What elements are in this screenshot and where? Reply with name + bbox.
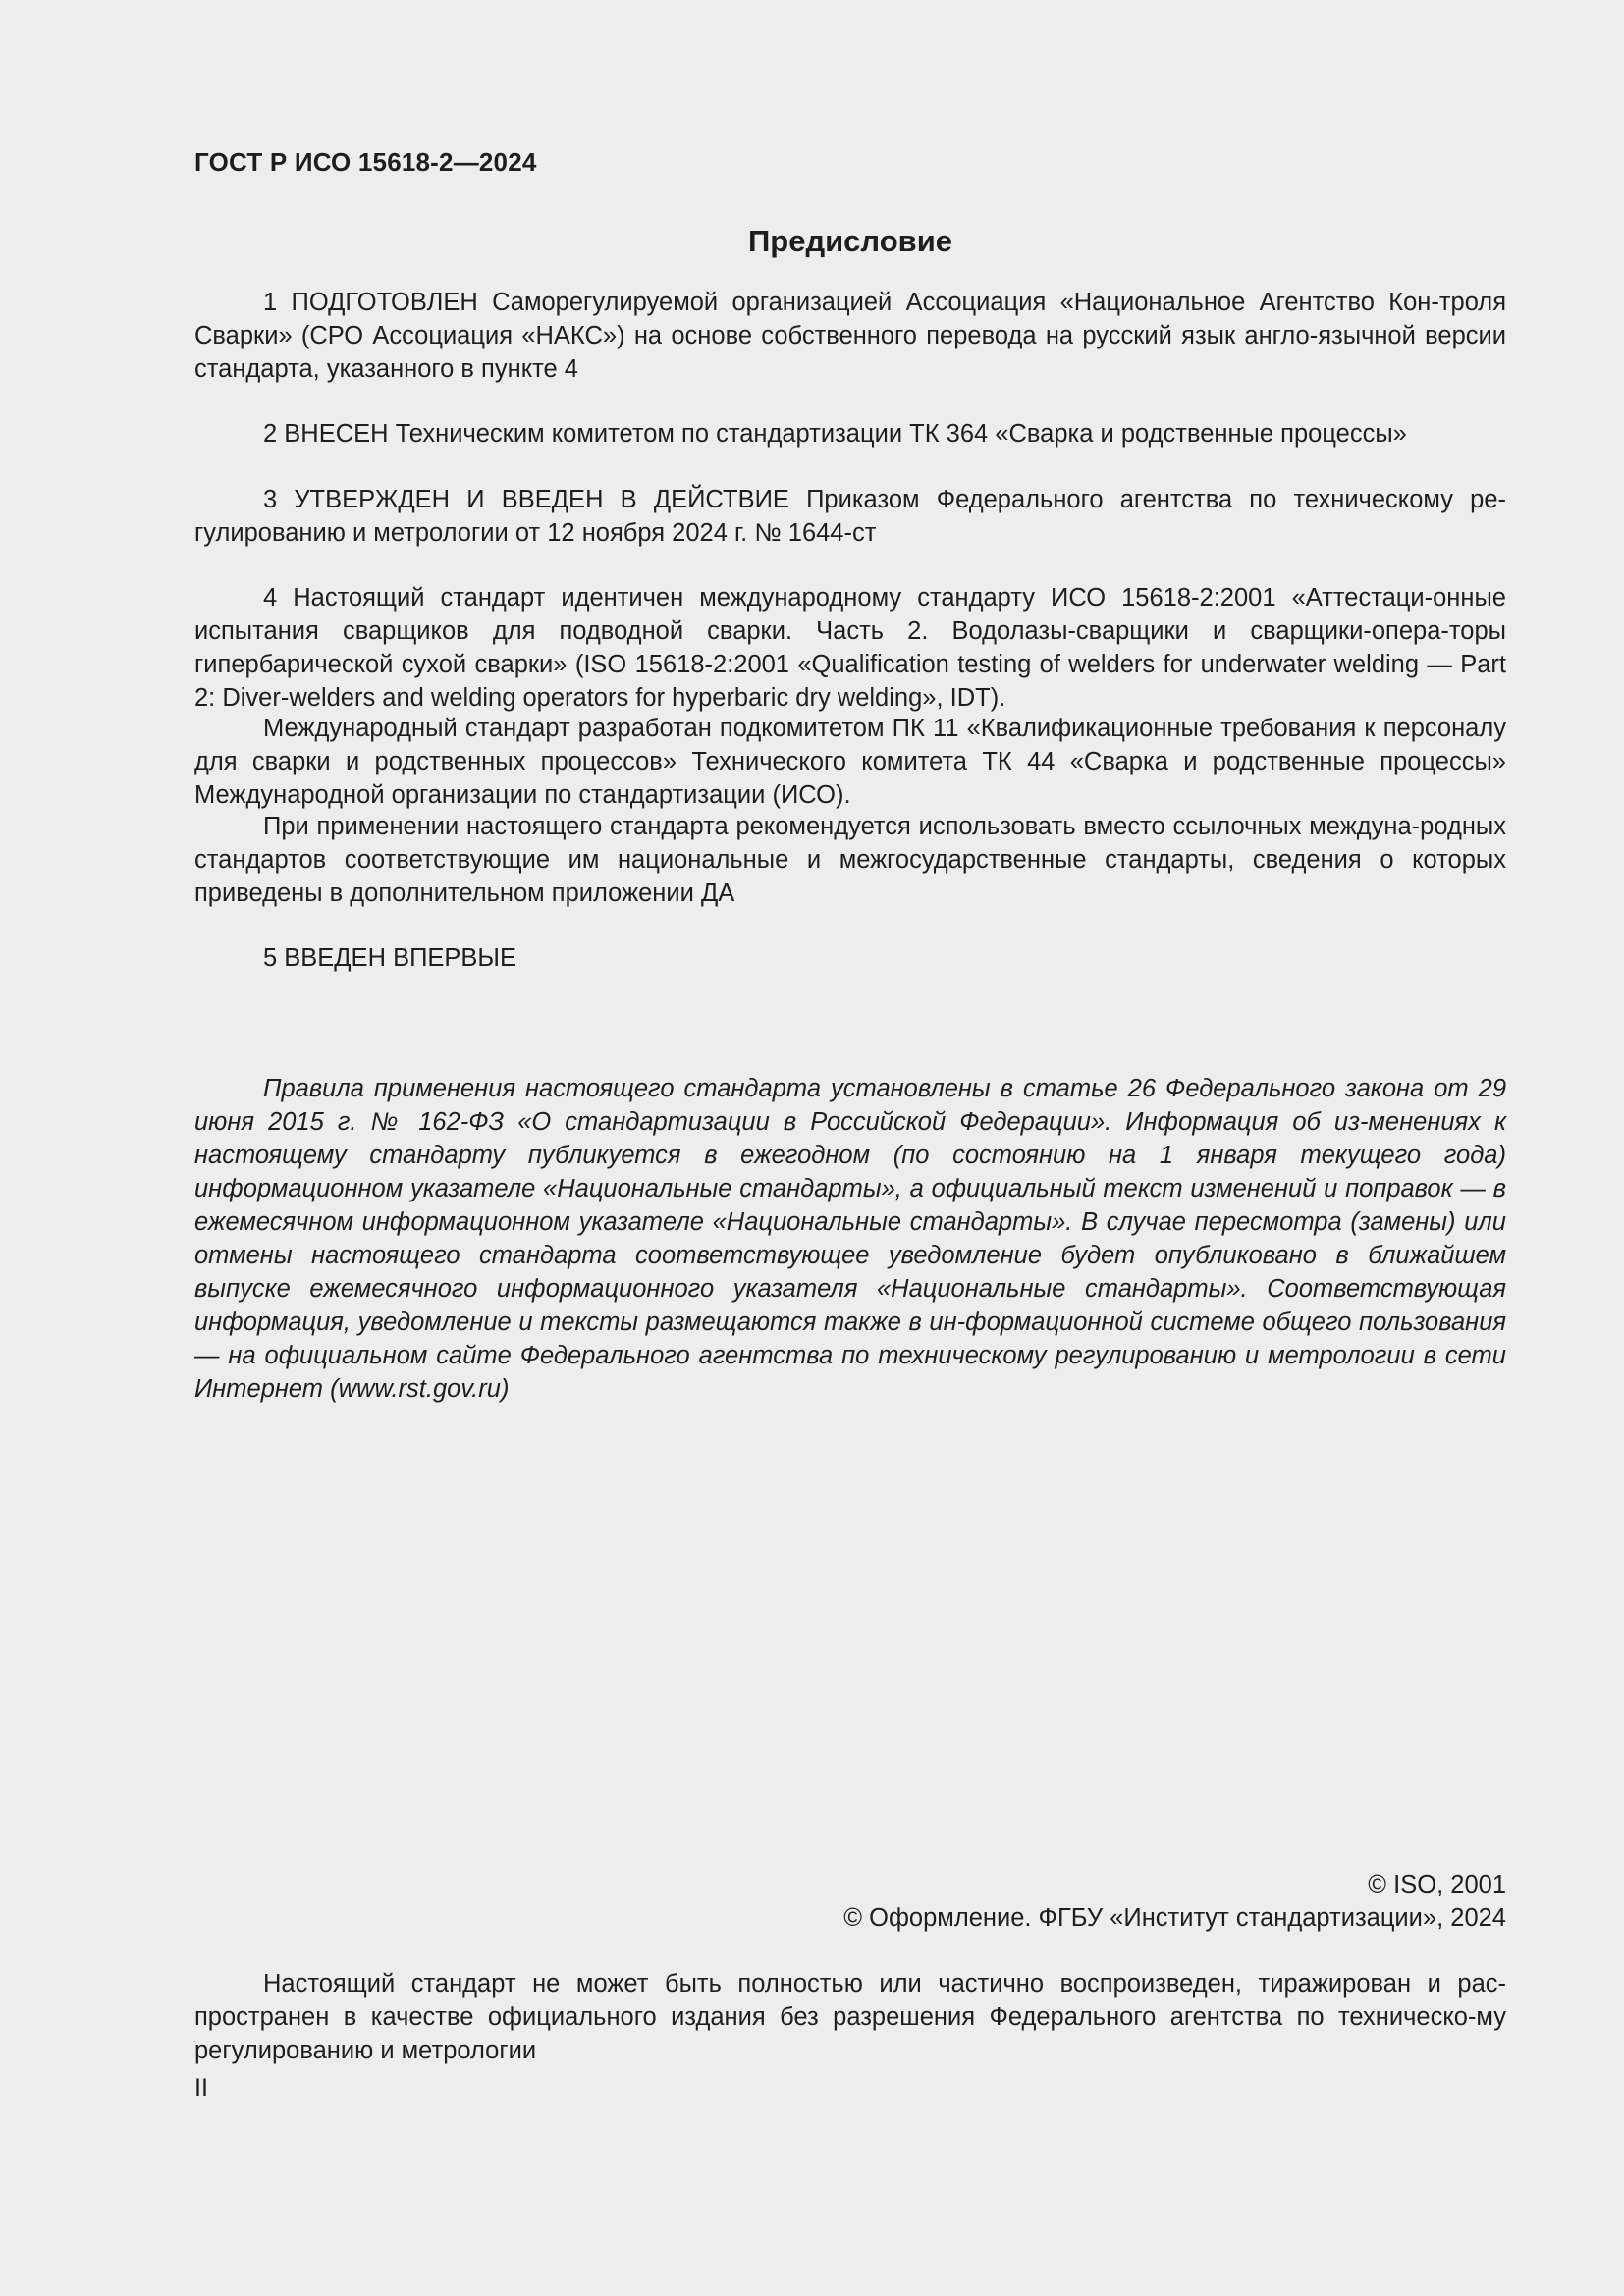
preface-item-1: 1 ПОДГОТОВЛЕН Саморегулируемой организацией Ассоциация «Национальное Агентство Кон-троля Сварки» (СРО Ассоциация «НАКС») на основе собственного перевода на русский язык англо-язычной версии стандарта, указанного в пункте 4 xyxy=(194,289,1506,383)
document-code: ГОСТ Р ИСО 15618-2—2024 xyxy=(194,147,537,177)
page-number: II xyxy=(194,2074,208,2102)
document-page xyxy=(194,0,1506,2296)
reproduction-notice: Настоящий стандарт не может быть полностью или частично воспроизведен, тиражирован и рас-пространен в качестве официального издания без разрешения Федерального агентства по техническо-му регулированию и метрологии xyxy=(194,1970,1506,2064)
preface-item-5: 5 ВВЕДЕН ВПЕРВЫЕ xyxy=(263,944,517,972)
preface-item-3: 3 УТВЕРЖДЕН И ВВЕДЕН В ДЕЙСТВИЕ Приказом Федерального агентства по техническому ре-гулированию и метрологии от 12 ноября 2024 г. № 1644-ст xyxy=(194,486,1506,547)
preface-title: Предисловие xyxy=(747,224,952,258)
copyright-design: © Оформление. ФГБУ «Институт стандартизации», 2024 xyxy=(843,1904,1506,1932)
preface-item-4-paragraph-3: При применении настоящего стандарта рекомендуется использовать вместо ссылочных междуна-родных стандартов соответствующие им национальные и межгосударственные стандарты, сведения о которых приведены в дополнительном приложении ДА xyxy=(194,813,1506,907)
copyright-iso: © ISO, 2001 xyxy=(1368,1871,1506,1898)
preface-item-4-paragraph-2: Международный стандарт разработан подкомитетом ПК 11 «Квалификационные требования к персоналу для сварки и родственных процессов» Технического комитета ТК 44 «Сварка и родственные процессы» Международной организации по стандартизации (ИСО). xyxy=(194,715,1506,809)
preface-item-2: 2 ВНЕСЕН Техническим комитетом по стандартизации ТК 364 «Сварка и родственные процессы» xyxy=(263,420,1407,448)
rules-note: Правила применения настоящего стандарта установлены в статье 26 Федерального закона от 29 июня 2015 г. № 162-ФЗ «О стандартизации в Российской Федерации». Информация об из-менениях к настоящему стандарту публикуется в ежегодном (по состоянию на 1 января текущего года) информационном указателе «Национальные стандарты», а официальный текст изменений и поправок — в ежемесячном информационном указателе «Национальные стандарты». В случае пересмотра (замены) или отмены настоящего стандарта соответствующее уведомление будет опубликовано в ближайшем выпуске ежемесячного информационного указателя «Национальные стандарты». Соответствующая информация, уведомление и тексты размещаются также в ин-формационной системе общего пользования — на официальном сайте Федерального агентства по техническому регулированию и метрологии в сети Интернет (www.rst.gov.ru) xyxy=(194,1075,1506,1403)
preface-item-4: 4 Настоящий стандарт идентичен международному стандарту ИСО 15618-2:2001 «Аттестаци-онные испытания сварщиков для подводной сварки. Часть 2. Водолазы-сварщики и сварщики-опера-торы гипербарической сухой сварки» (ISO 15618-2:2001 «Qualification testing of welders for underwater welding — Part 2: Diver-welders and welding operators for hyperbaric dry welding», IDT). xyxy=(194,584,1506,712)
